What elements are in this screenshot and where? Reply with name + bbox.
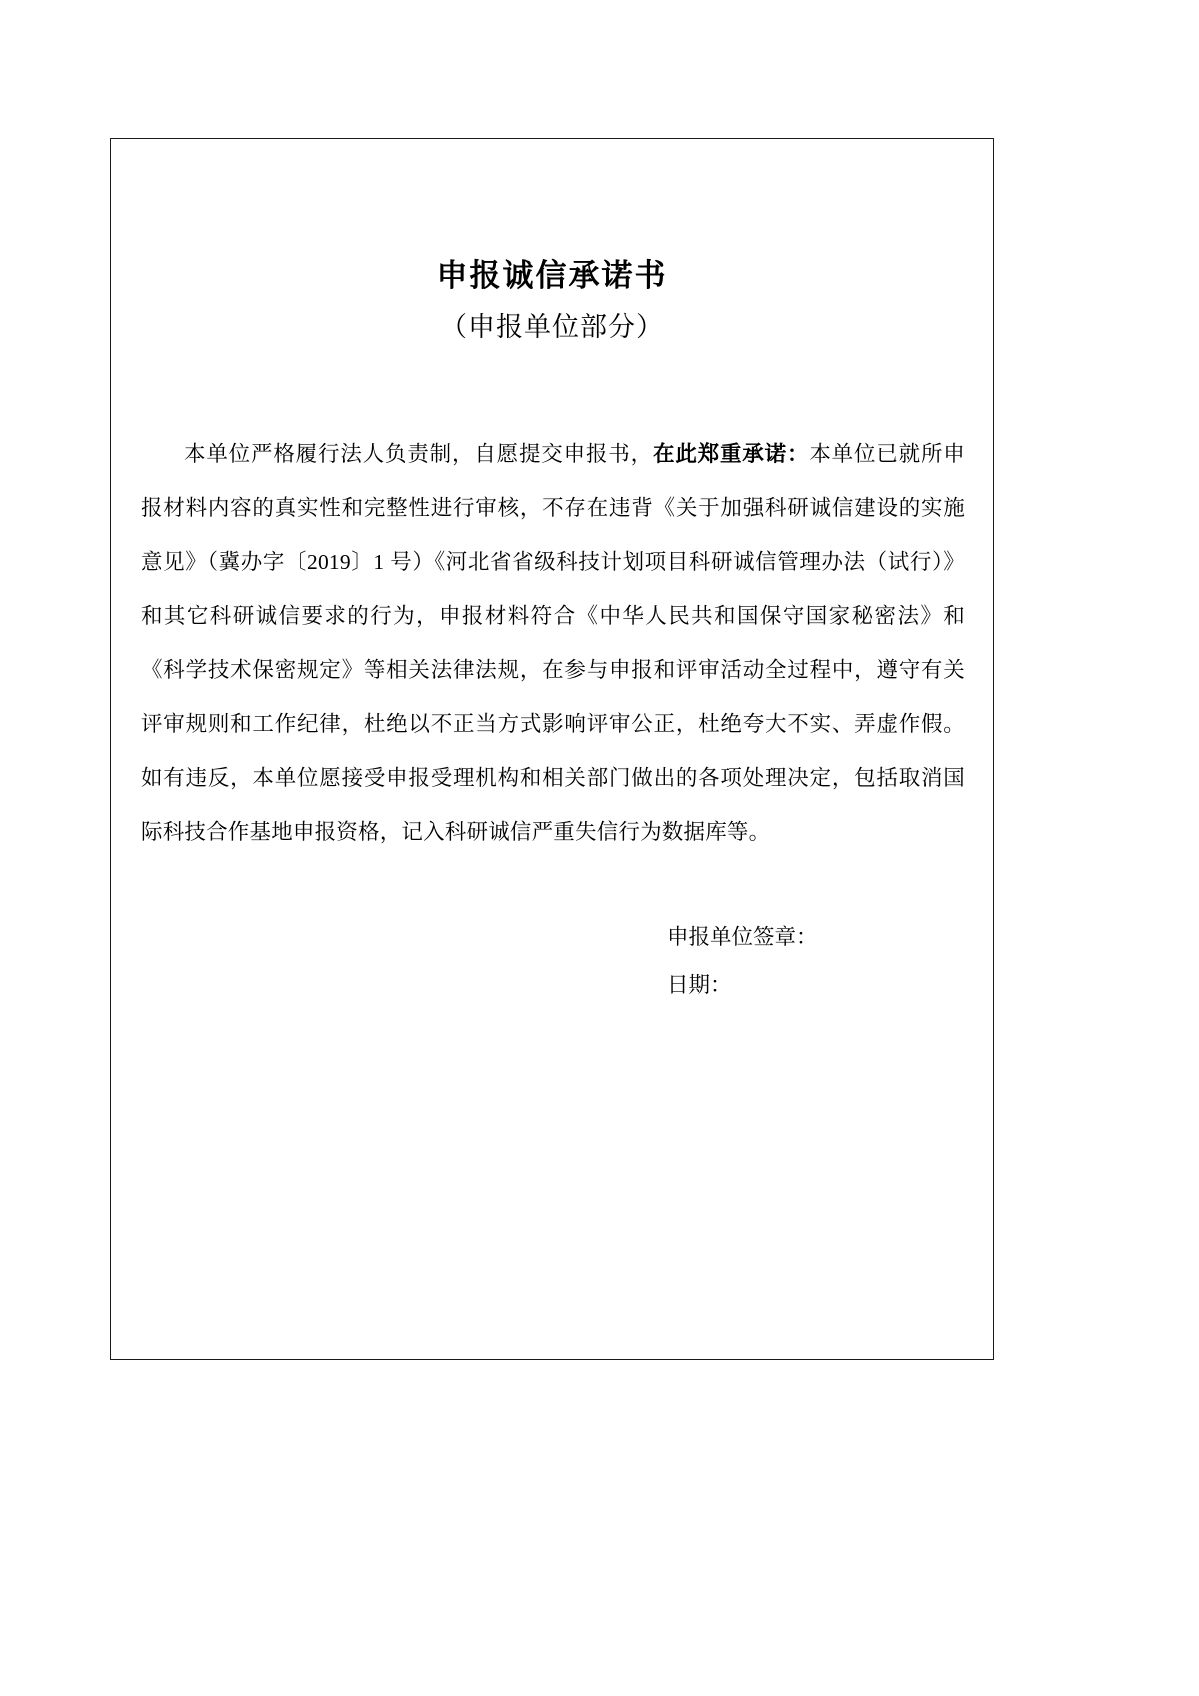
signature-block (667, 917, 818, 1005)
commitment-emphasis-phrase: 在此郑重承诺： (652, 442, 810, 466)
commitment-text-part-1: 本单位严格履行法人负责制，自愿提交申报书， (184, 442, 653, 466)
commitment-body (141, 427, 965, 859)
applicant-unit-seal-label: 申报单位签章： (667, 925, 818, 949)
commitment-paragraph (141, 427, 965, 859)
form-border-frame (110, 138, 994, 1360)
date-label: 日期： (667, 973, 732, 997)
commitment-text-part-2: 本单位已就所申报材料内容的真实性和完整性进行审核，不存在违背《关于加强科研诚信建设的实施意见》（冀办字〔2019〕1 号）《河北省省级科技计划项目科研诚信管理办法（试行）》和其它科研诚信要求的行为，申报材料符合《中华人民共和国保守国家秘密法》和《科学技术保密规定》等相关法律法规，在参与申报和评审活动全过程中，遵守有关评审规则和工作纪律，杜绝以不正当方式影响评审公正，杜绝夸大不实、弄虚作假。如有违反，本单位愿接受申报受理机构和相关部门做出的各项处理决定，包括取消国际科技合作基地申报资格，记入科研诚信严重失信行为数据库等。 (141, 442, 966, 844)
page-title: 申报诚信承诺书 (436, 258, 668, 293)
page-subtitle: （申报单位部分） (440, 312, 664, 342)
form-content-area (111, 139, 993, 1359)
